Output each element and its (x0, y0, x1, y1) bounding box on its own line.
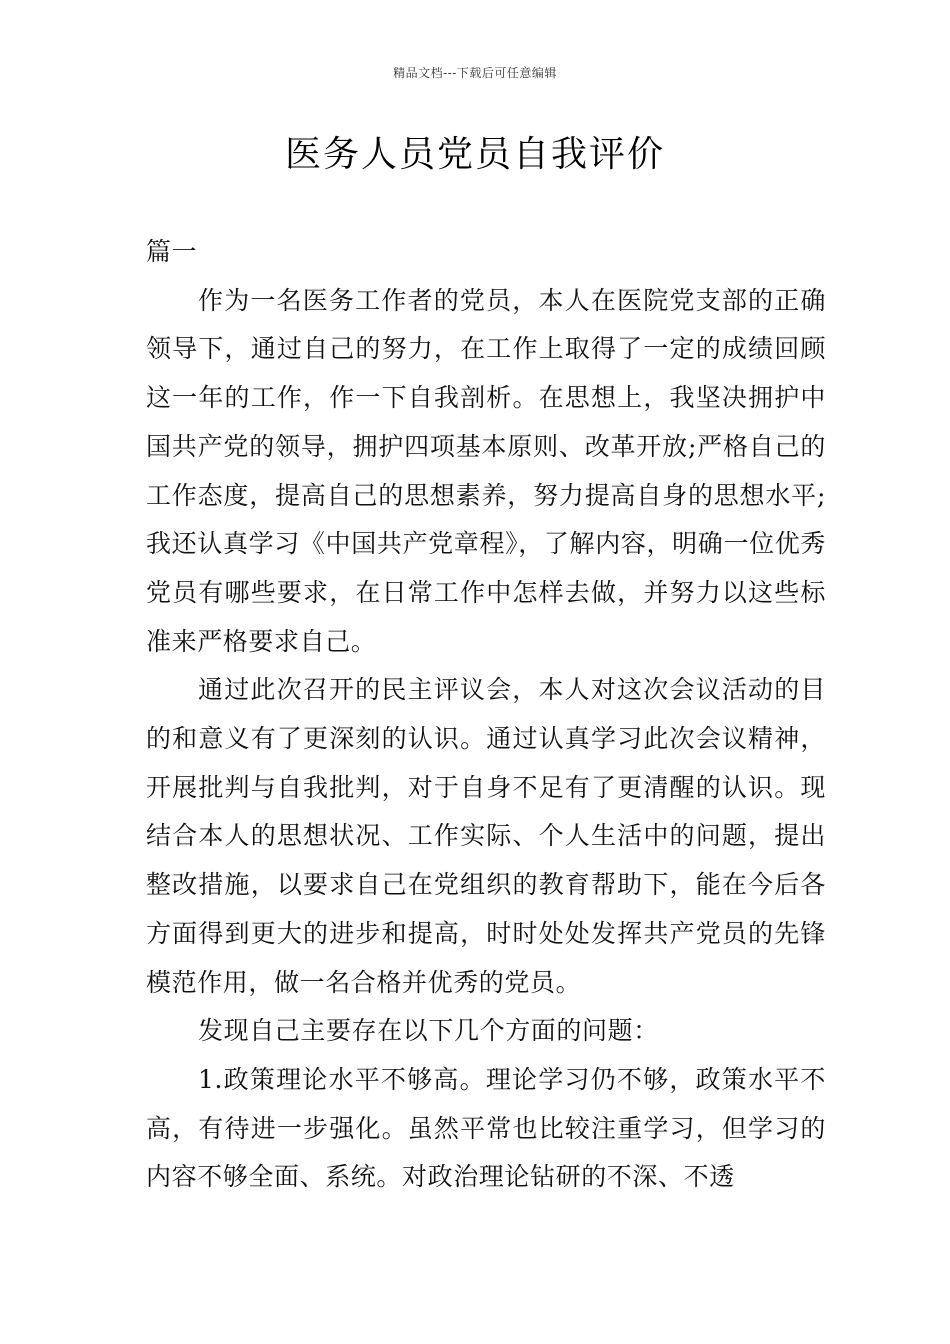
section-label: 篇一 (146, 237, 198, 266)
header-note: 精品文档---下载后可任意编辑 (393, 66, 557, 80)
paragraph-4: 1.政策理论水平不够高。理论学习仍不够，政策水平不高，有待进一步强化。虽然平常也比较注重学习，但学习的内容不够全面、系统。对政治理论钻研的不深、不透 (146, 1064, 826, 1192)
paragraph-2: 通过此次召开的民主评议会，本人对这次会议活动的目的和意义有了更深刻的认识。通过认真学习此次会议精神，开展批判与自我批判，对于自身不足有了更清醒的认识。现结合本人的思想状况、工作实际、个人生活中的问题，提出整改措施，以要求自己在党组织的教育帮助下，能在今后各方面得到更大的进步和提高，时时处处发挥共产党员的先锋模范作用，做一名合格并优秀的党员。 (146, 675, 826, 997)
document-title: 医务人员党员自我评价 (284, 134, 665, 175)
document-body (146, 228, 826, 1202)
paragraph-3: 发现自己主要存在以下几个方面的问题： (198, 1016, 659, 1046)
paragraph-1: 作为一名医务工作者的党员，本人在医院党支部的正确领导下，通过自己的努力，在工作上取得了一定的成绩回顾这一年的工作，作一下自我剖析。在思想上，我坚决拥护中国共产党的领导，拥护四项基本原则、改革开放;严格自己的工作态度，提高自己的思想素养，努力提高自身的思想水平;我还认真学习《中国共产党章程》，了解内容，明确一位优秀党员有哪些要求，在日常工作中怎样去做，并努力以这些标准来严格要求自己。 (146, 285, 826, 656)
